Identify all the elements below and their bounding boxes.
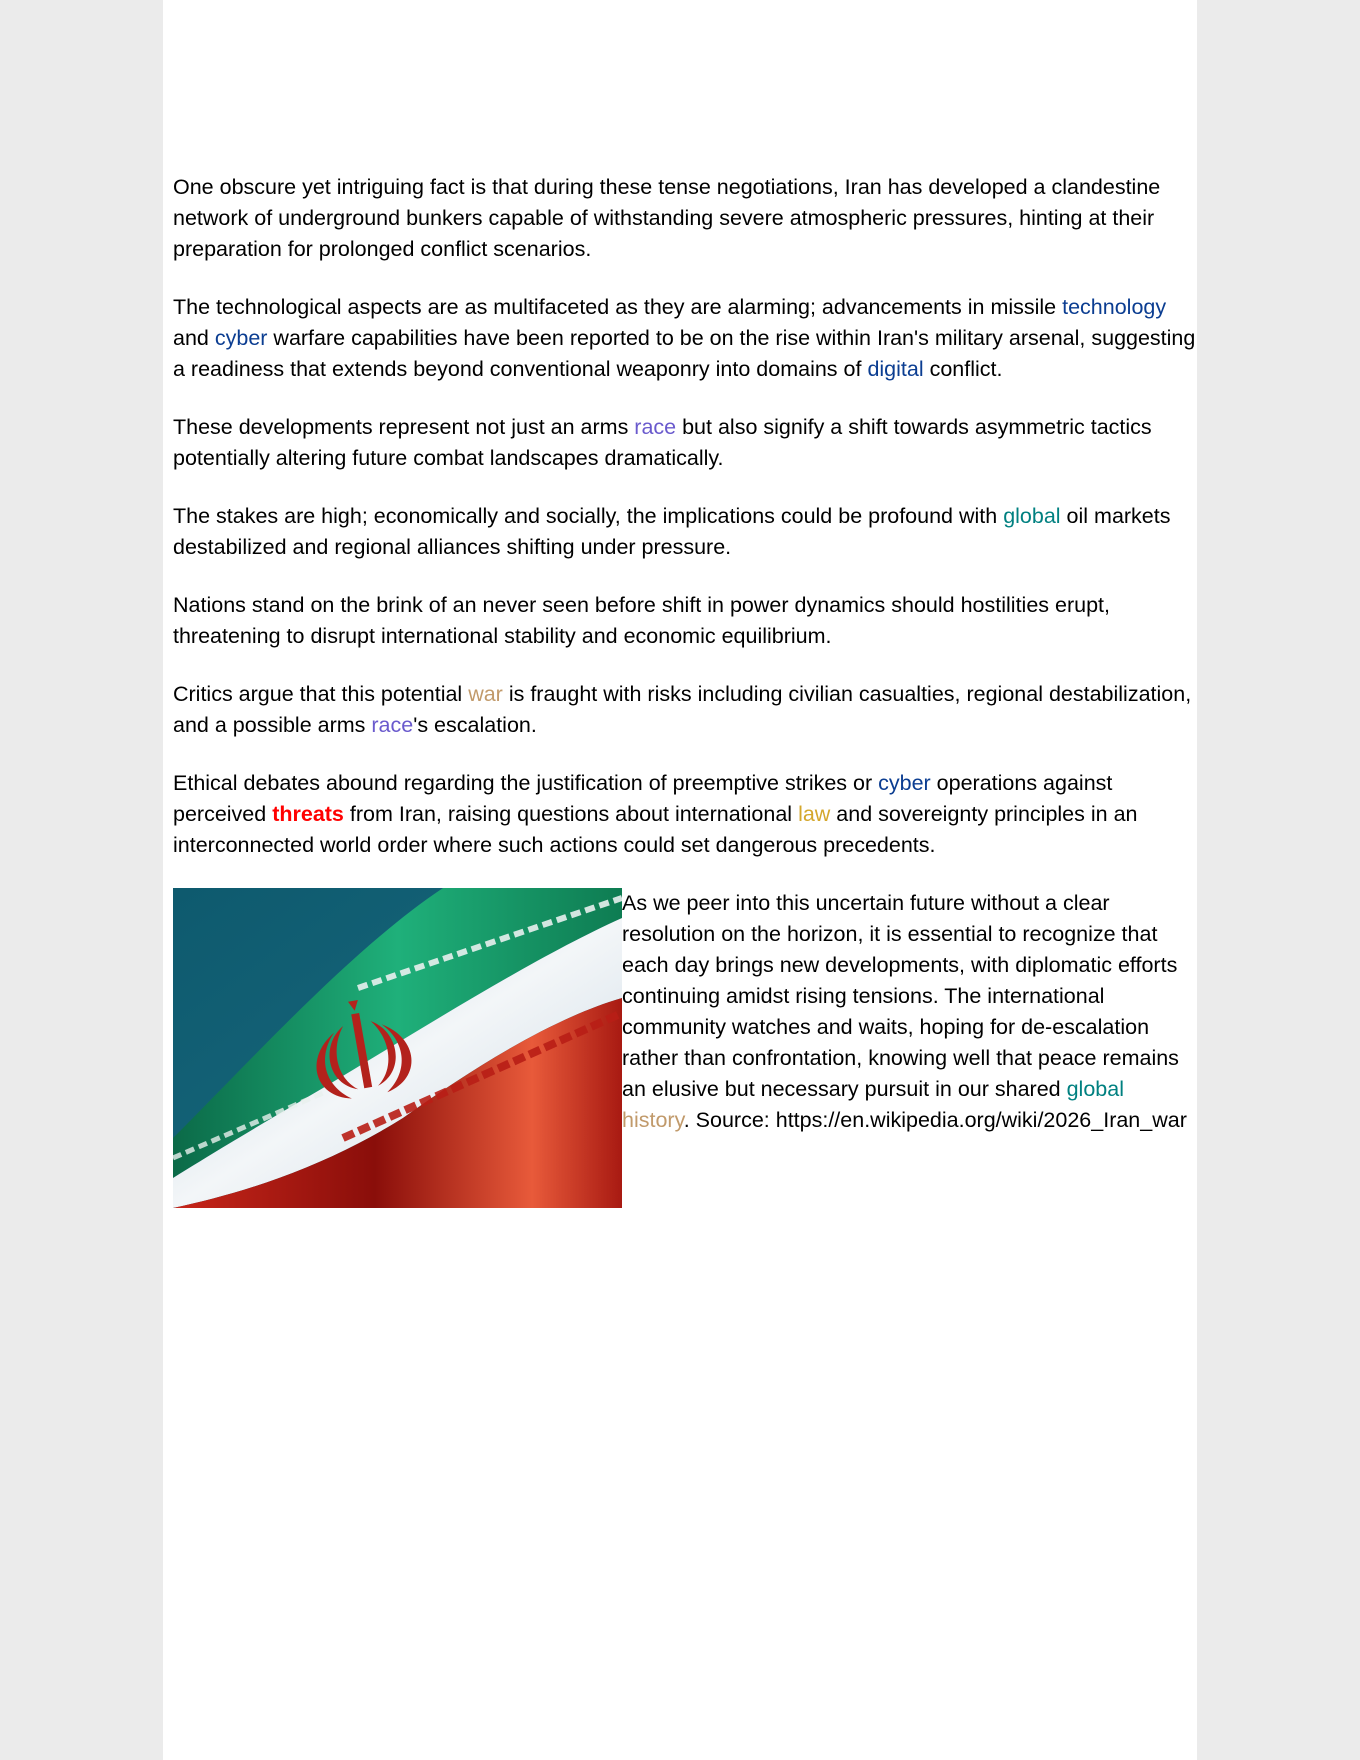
- source-citation: . Source: https://en.wikipedia.org/wiki/2026_Iran_war: [683, 1108, 1187, 1132]
- document-page: [163, 0, 1197, 1760]
- keyword-link-digital[interactable]: digital: [867, 357, 924, 381]
- figure-with-text: [173, 888, 1197, 1208]
- text: As we peer into this uncertain future without a clear resolution on the horizon, it is essential to recognize that each day brings new developments, with diplomatic efforts continuing amidst rising tensions. The international community watches and waits, hoping for de-escalation rather than confrontation, knowing well that peace remains an elusive but necessary pursuit in our shared: [622, 891, 1179, 1101]
- keyword-link-law[interactable]: law: [798, 802, 831, 826]
- text: 's escalation.: [413, 713, 537, 737]
- text: The stakes are high; economically and socially, the implications could be profound with: [173, 504, 1004, 528]
- text: and sovereignty principles in an interconnected world order where such actions could set dangerous precedents.: [173, 802, 1138, 857]
- article-body: [173, 172, 1197, 1208]
- text: is fraught with risks including civilian casualties, regional destabilization, and a possible arms: [173, 682, 1192, 737]
- paragraph-technology: [173, 292, 1197, 385]
- closing-paragraph: [622, 888, 1197, 1136]
- iran-flag-image: [173, 888, 622, 1208]
- keyword-link-race[interactable]: race: [634, 415, 677, 439]
- text: The technological aspects are as multifaceted as they are alarming; advancements in missile: [173, 295, 1063, 319]
- keyword-link-cyber[interactable]: cyber: [878, 771, 931, 795]
- keyword-link-history[interactable]: history: [622, 1108, 684, 1132]
- keyword-link-threats[interactable]: threats: [272, 802, 344, 826]
- text: warfare capabilities have been reported to be on the rise within Iran's military arsenal, suggesting a readiness that extends beyond conventional weaponry into domains of: [173, 326, 1196, 381]
- text: Critics argue that this potential: [173, 682, 469, 706]
- paragraph-arms-race: [173, 412, 1197, 474]
- paragraph-nations: Nations stand on the brink of an never seen before shift in power dynamics should hostilities erupt, threatening to disrupt international stability and economic equilibrium.: [173, 593, 1110, 648]
- text: from Iran, raising questions about international: [343, 802, 799, 826]
- iran-flag-illustration: [173, 888, 622, 1208]
- keyword-link-race[interactable]: race: [371, 713, 414, 737]
- paragraph-stakes: [173, 501, 1197, 563]
- text: conflict.: [923, 357, 1003, 381]
- keyword-link-cyber[interactable]: cyber: [214, 326, 268, 350]
- text: operations against perceived: [173, 771, 1113, 826]
- paragraph-ethics: [173, 768, 1197, 861]
- text: Ethical debates abound regarding the justification of preemptive strikes or: [173, 771, 879, 795]
- keyword-link-global[interactable]: global: [1003, 504, 1061, 528]
- keyword-link-technology[interactable]: technology: [1062, 295, 1167, 319]
- keyword-link-war[interactable]: war: [468, 682, 503, 706]
- paragraph-bunkers: One obscure yet intriguing fact is that during these tense negotiations, Iran has developed a clandestine network of underground bunkers capable of withstanding severe atmospheric pressures, hinting at their preparation for prolonged conflict scenarios.: [173, 175, 1161, 261]
- text: and: [173, 326, 215, 350]
- text: oil markets destabilized and regional alliances shifting under pressure.: [173, 504, 1171, 559]
- text: but also signify a shift towards asymmetric tactics potentially altering future combat landscapes dramatically.: [173, 415, 1152, 470]
- keyword-link-global[interactable]: global: [1066, 1077, 1124, 1101]
- text: These developments represent not just an arms: [173, 415, 635, 439]
- paragraph-critics: [173, 679, 1197, 741]
